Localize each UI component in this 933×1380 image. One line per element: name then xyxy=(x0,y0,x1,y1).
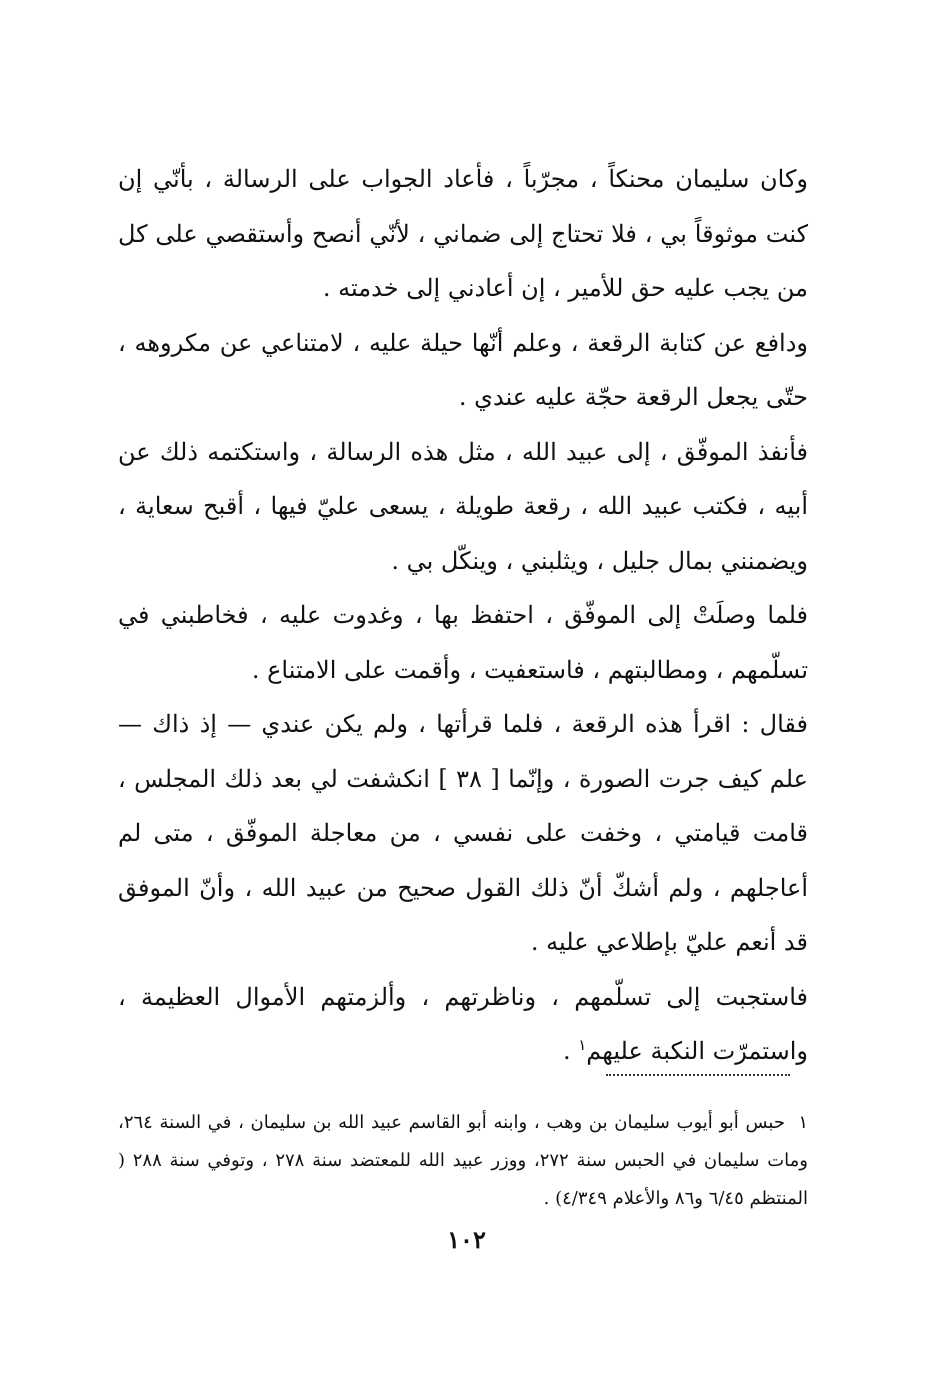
paragraph-1: وكان سليمان محنكاً ، مجرّباً ، فأعاد الجواب على الرسالة ، بأنّي إن كنت موثوقاً بي ، فلا تحتاج إلى ضماني ، لأنّي أنصح وأستقصي على كل من يجب عليه حق للأمير ، إن أعادني إلى خدمته . xyxy=(118,165,808,302)
footnote-number: ١ xyxy=(798,1112,808,1133)
paragraph-3: فأنفذ الموفّق ، إلى عبيد الله ، مثل هذه الرسالة ، واستكتمه ذلك عن أبيه ، فكتب عبيد الله ، رقعة طويلة ، يسعى عليّ فيها ، أقبح سعاية ، ويضمنني بمال جليل ، ويثلبني ، وينكّل بي . xyxy=(118,437,808,575)
paragraph-6-end: . xyxy=(562,1037,579,1065)
footnotes xyxy=(118,1104,808,1218)
footnote-text: حبس أبو أيوب سليمان بن وهب ، وابنه أبو القاسم عبيد الله بن سليمان ، في السنة ٢٦٤، ومات سليمان في الحبس سنة ٢٧٢، ووزر عبيد الله للمعتضد سنة ٢٧٨ ، وتوفي سنة ٢٨٨ ( المنتظم ٦/٤٥ و٨٦ والأعلام ٤/٣٤٩) . xyxy=(118,1112,808,1209)
footnote-1 xyxy=(118,1104,808,1218)
paragraph-6-text: فاستجبت إلى تسلّمهم ، وناظرتهم ، وألزمتهم الأموال العظيمة ، واستمرّت النكبة عليهم xyxy=(118,982,808,1065)
paragraph-5: فقال : اقرأ هذه الرقعة ، فلما قرأتها ، ولم يكن عندي — إذ ذاك — علم كيف جرت الصورة ، وإنّما [ ٣٨ ] انكشفت لي بعد ذلك المجلس ، قامت قيامتي ، وخفت على نفسي ، من معاجلة الموفّق ، متى لم أعاجلهم ، ولم أشكّ أنّ ذلك القول صحيح من عبيد الله ، وأنّ الموفق قد أنعم عليّ بإطلاعي عليه . xyxy=(118,710,808,956)
paragraph-4: فلما وصلَتْ إلى الموفّق ، احتفظ بها ، وغدوت عليه ، فخاطبني في تسلّمهم ، ومطالبتهم ، فاستعفيت ، وأقمت على الامتناع . xyxy=(118,601,808,684)
paragraph-2: ودافع عن كتابة الرقعة ، وعلم أنّها حيلة عليه ، لامتناعي عن مكروهه ، حتّى يجعل الرقعة حجّة عليه عندي . xyxy=(118,328,808,411)
main-text xyxy=(118,152,808,1079)
page-number: ١٠٢ xyxy=(447,1225,486,1254)
paragraph-6 xyxy=(118,970,808,1079)
footnote-reference-mark: ١ xyxy=(578,1036,587,1054)
footnote-separator xyxy=(606,1074,790,1076)
